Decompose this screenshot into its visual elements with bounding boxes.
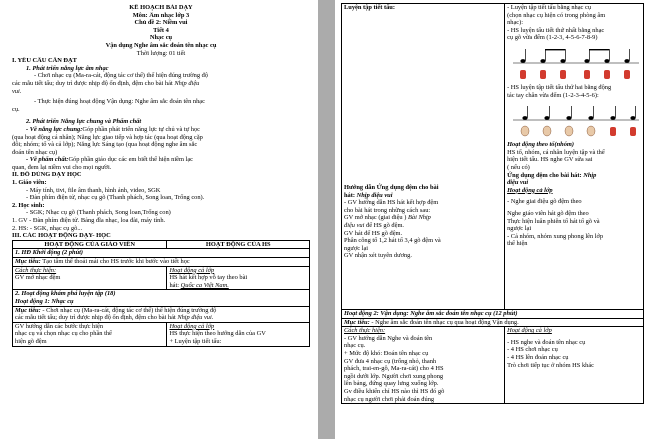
column-header: HOẠT ĐỘNG CỦA HS	[167, 240, 310, 249]
activity-heading: 1. HĐ Khởi động (2 phút)	[13, 249, 310, 258]
activity-heading: 2. Hoạt động khám phá luyện tập (18) Hoạt động 1: Nhạc cụ	[13, 290, 310, 306]
paragraph-line: quan, đem lại niềm vui cho mọi người.	[12, 163, 112, 171]
subsection-heading: 1. Phát triển năng lực âm nhạc	[26, 64, 109, 72]
table-row	[342, 318, 644, 327]
cell-label: Cách thực hiện:	[15, 266, 57, 274]
list-item: - Đàn phím điện tử, nhạc cụ gõ (Thanh phách, Song loan, Trống con).	[26, 194, 205, 202]
column-header: HOẠT ĐỘNG CỦA GIÁO VIÊN	[13, 240, 167, 249]
activity-goal: Mục tiêu: - Chơi nhạc cụ (Ma-ra-cát, động tác cơ thể) thể hiện đúng trường độ các mẫu tiết tấu; duy trì được nhịp độ ổn định, đệm cho bài hát Nhịp điệu vui.	[13, 306, 310, 322]
cell-text: hát: Quốc ca Việt Nam.	[169, 281, 229, 289]
cell-label: Hoạt động cả lớp	[169, 266, 215, 274]
student-cell: Hoạt động cả lớp - HS nghe và đoán tên nhạc cụ - 4 HS chơi nhạc cụ - 4 HS lên đoán nhạc cụ Trò chơi tiếp tục ở nhóm HS khác	[505, 327, 644, 404]
section-heading: III. CÁC HOẠT ĐỘNG DẠY- HỌC	[12, 232, 111, 240]
table-header-row	[13, 240, 310, 249]
doc-topic: Chủ đề 2: Niềm vui	[134, 19, 188, 27]
activities-table	[12, 240, 310, 347]
paragraph-line: đoán tên nhạc cụ)	[12, 148, 58, 156]
teacher-cell: GV hướng dẫn các bước thực hiện nhạc cụ và chọn nhạc cụ cho phần thể hiện gõ đệm	[13, 322, 167, 346]
activity-goal: Mục tiêu: - Nghe âm sắc đoán tên nhạc cụ qua hoạt động Vận dụng.	[342, 318, 644, 327]
list-item: - Máy tính, tivi, file âm thanh, hình ảnh, video, SGK	[26, 186, 161, 194]
activity-heading: Hoạt động 2: Vận dụng: Nghe âm sắc đoán tên nhạc cụ (12 phút)	[342, 310, 644, 319]
table-row	[342, 310, 644, 319]
section-heading: II. ĐỒ DÙNG DẠY HỌC	[12, 171, 82, 179]
teacher-cell: Luyện tập tiết tấu: Hướng dẫn Ứng dụng đệm cho bài hát: Nhịp điệu vui - GV hướng dẫn HS hát kết hợp đệm cho bài hát trong những cách sau: GV mở nhạc (giai điệu ) Bài Nhịp điệu vui để HS gõ đệm. GV hát để HS gõ đệm. Phân công tổ 1,2 hát tổ 3,4 gõ đệm và ngược lại GV nhận xét tuyên dương.	[342, 4, 505, 310]
doc-lesson: Tiết 4	[153, 26, 169, 34]
activity-goal: Mục tiêu: Tạo tâm thế thoải mái cho HS trước khi bước vào tiết học	[13, 258, 310, 267]
subsection-heading: 2. Học sinh:	[12, 201, 45, 209]
paragraph-line: đôi; nhóm; tổ và cả lớp); Năng lực Sáng tạo (qua hoạt động nghe âm sắc	[12, 141, 198, 149]
doc-lesson-name: Vận dụng Nghe âm sắc đoán tên nhạc cụ	[105, 41, 217, 49]
subsection-heading: 1. Giáo viên:	[12, 179, 47, 187]
document-page-left	[0, 0, 318, 439]
student-cell: Hoạt động cả lớp HS thực hiện theo hướng dẫn của GV + Luyện tập tiết tấu:	[167, 322, 310, 346]
doc-lesson-type: Nhạc cụ	[149, 34, 173, 42]
paragraph-line: các mẫu tiết tấu; duy trì được nhịp độ ổn định, đệm cho bài hát Nhịp điệu	[12, 79, 200, 87]
list-item: 1. GV - Đàn phím điện tử. Bảng đĩa nhạc, loa đài, máy tính.	[12, 217, 166, 225]
rhythm-notation-1	[511, 43, 641, 83]
table-row	[13, 258, 310, 267]
table-row	[342, 4, 644, 310]
doc-title: KẾ HOẠCH BÀI DẠY	[129, 4, 193, 11]
paragraph-line: cụ.	[12, 105, 20, 113]
list-item: 2. HS: - SGK, nhạc cụ gõ...	[12, 224, 83, 232]
student-cell	[167, 266, 310, 290]
table-row	[342, 327, 644, 404]
teacher-cell	[13, 266, 167, 290]
doc-duration: Thời lượng: 01 tiết	[136, 49, 186, 57]
teacher-cell: Cách thực hiện: - GV hướng dẫn Nghe và đoán tên nhạc cụ. + Mức độ khó: Đoán tên nhạc cụ GV đưa 4 nhạc cụ (trống nhỏ, thanh phách, trai-en-gô, Ma-ra-cát) cho 4 HS ngồi dưới lớp. Người chơi xung phong lên bảng, đứng quay lưng xuống lớp. Gv điều khiển chỉ HS nào thì HS đó gõ nhạc cụ người chơi phải đoán đúng	[342, 327, 505, 404]
table-row	[13, 290, 310, 306]
paragraph-line: vui.	[12, 87, 22, 95]
table-row	[13, 266, 310, 290]
section-heading: I. YÊU CẦU CẦN ĐẠT	[12, 57, 77, 65]
document-page-right	[335, 0, 650, 439]
paragraph-line: - Về phẩm chất:Góp phần giáo dục các em biết thể hiện niềm lạc	[26, 156, 194, 164]
subsection-heading: 2. Phát triển Năng lực chung và Phẩm chất	[26, 118, 142, 126]
paragraph-line: (qua hoạt động cá nhân); Năng lực giao tiếp và hợp tác (qua hoạt động cặp	[12, 133, 203, 141]
student-cell: - Luyện tập tiết tấu bằng nhạc cụ (chọn nhạc cụ hiện có trong phòng âm nhạc): - HS luyện tấu tiết thứ nhất bằng nhạc cụ gõ vừa đếm (1-2-3, 4-5-6-7-8-9) - HS luyện tập tiết tấu thứ hai bằng động tác tay chân vừa đếm (1-2-3-4-5-6): Hoạt động theo tổ(nhóm) HS tổ, nhóm, cá nhân luyện tập và thể hiện tiết tấu. HS nghe GV sửa sai ( nếu có) Ứng dụng đệm cho bài hát: Nhịp điệu vui Hoạt động cả lớp - Nghe giai điệu gõ đệm theo Nghe giáo viên hát gõ đệm theo Thực hiện luân phiên tổ hát tổ gõ và ngược lại - Cả nhóm, nhóm xung phong lên lớp thể hiện	[505, 4, 644, 310]
paragraph-line: - Chơi nhạc cụ (Ma-ra-cát, động tác cơ thể) thể hiện đúng trường độ	[34, 72, 209, 80]
doc-subject: Môn: Âm nhạc lớp 3	[132, 11, 190, 19]
paragraph-line: - Thực hiện đúng hoạt động Vận dụng: Nghe âm sắc đoán tên nhạc	[34, 98, 205, 106]
cell-text: HS hát kết hợp vỗ tay theo bài	[169, 274, 248, 282]
cell-text: GV mở nhạc đệm	[15, 274, 61, 282]
activities-table-continued	[341, 3, 644, 404]
paragraph-line: - Về năng lực chung:Góp phần phát triển năng lực tự chủ và tự học	[26, 125, 200, 133]
rhythm-notation-2	[511, 100, 641, 140]
table-row	[13, 322, 310, 346]
list-item: - SGK; Nhạc cụ gõ (Thanh phách, Song loan,Trống con)	[26, 209, 171, 217]
table-row	[13, 249, 310, 258]
table-row	[13, 306, 310, 322]
